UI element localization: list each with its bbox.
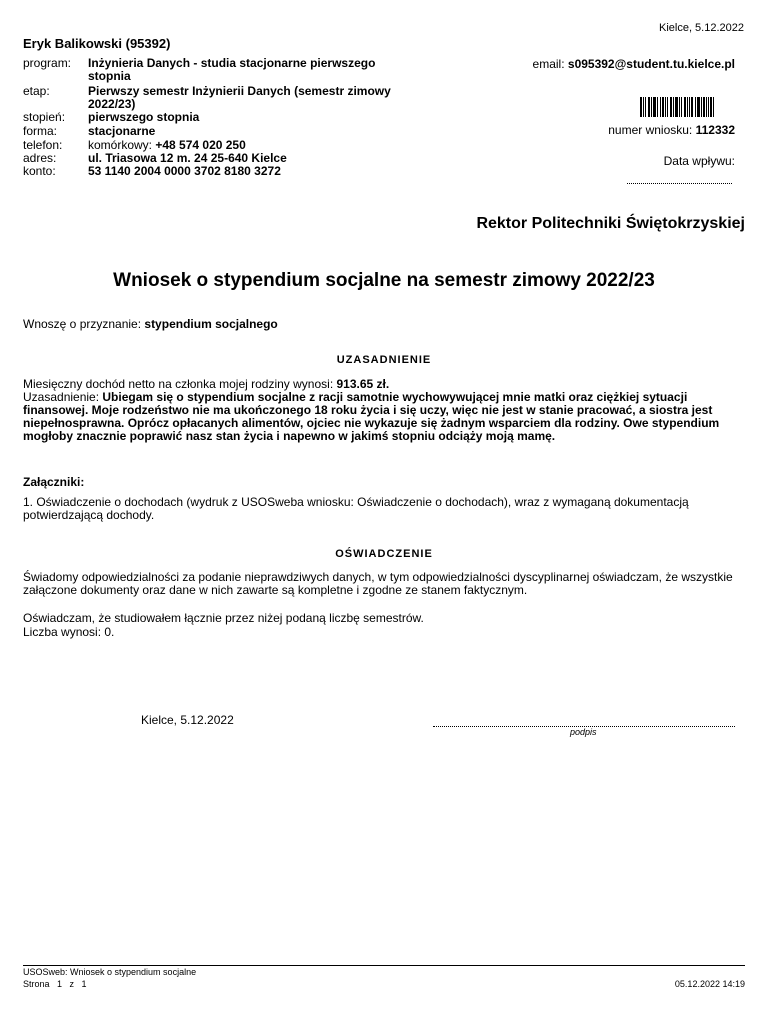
email (533, 57, 735, 71)
barcode-icon (640, 97, 735, 117)
info-label: forma: (23, 124, 58, 138)
declaration-heading: OŚWIADCZENIE (335, 548, 433, 560)
phone-number: +48 574 020 250 (155, 138, 246, 152)
application-number (608, 123, 735, 137)
info-label: stopień: (23, 110, 66, 124)
signature-place-date: Kielce, 5.12.2022 (141, 713, 234, 727)
justification-reason (23, 391, 745, 443)
info-label: telefon: (23, 138, 63, 152)
document-title: Wniosek o stypendium socjalne na semestr zimowy 2022/23 (113, 270, 655, 291)
info-label: program: (23, 56, 72, 70)
request-value: stypendium socjalnego (144, 317, 278, 331)
info-label: adres: (23, 151, 57, 165)
application-number-value: 112332 (695, 123, 735, 137)
date-received-label: Data wpływu: (663, 154, 735, 168)
email-value: s095392@student.tu.kielce.pl (567, 57, 735, 71)
declaration-text: Świadomy odpowiedzialności za podanie nieprawdziwych danych, w tym odpowiedzialności dyscyplinarnej oświadczam, że wszystkie załączone dokumenty oraz dane w nich zawarte są kompletne i zgodne ze stanem faktycznym. (23, 570, 733, 597)
reason-prefix: Uzasadnienie: (23, 390, 103, 404)
reason-text: Ubiegam się o stypendium socjalne z racji samotnie wychowywującej mnie matki oraz ciężkiej sytuacji finansowej. Moje rodzeństwo nie ma ukończonego 18 roku życia i się uczy, więc nie jest w stanie pracować, a siostra jest niepełnosprawna. Oprócz opłacanych alimentów, ojciec nie wykazuje się żadnym wsparciem dla rodziny. Owe stypendium mogłoby znacznie poprawić nasz stan życia i napewno w jakimś stopniu odciąży moją mamę. (23, 390, 720, 443)
income-prefix: Miesięczny dochód netto na członka mojej rodziny wynosi: (23, 377, 337, 391)
email-label: email: (532, 57, 565, 71)
recipient: Rektor Politechniki Świętokrzyskiej (476, 215, 745, 232)
info-value: ul. Triasowa 12 m. 24 25-640 Kielce (88, 151, 287, 165)
request (23, 318, 745, 331)
info-value: stacjonarne (88, 124, 156, 138)
justification-heading: UZASADNIENIE (336, 354, 432, 366)
signature-label: podpis (570, 727, 597, 737)
info-value: Pierwszy semestr Inżynierii Danych (semestr zimowy 2022/23) (88, 84, 391, 111)
info-label: etap: (23, 84, 50, 98)
header-place-date: Kielce, 5.12.2022 (658, 22, 744, 34)
phone-type: komórkowy: (88, 138, 156, 152)
attachments-heading: Załączniki: (23, 475, 85, 489)
info-value: 53 1140 2004 0000 3702 8180 3272 (88, 164, 281, 178)
info-value: Inżynieria Danych - studia stacjonarne pierwszego stopnia (88, 56, 376, 83)
footer-timestamp: 05.12.2022 14:19 (674, 979, 745, 989)
student-name: Eryk Balikowski (95392) (23, 36, 171, 51)
request-prefix: Wnoszę o przyznanie: (23, 317, 145, 331)
footer-page-info: Strona 1 z 1 (23, 979, 87, 989)
info-value: pierwszego stopnia (88, 110, 200, 124)
income-value: 913.65 zł. (336, 377, 390, 391)
semesters-declaration: Oświadczam, że studiowałem łącznie przez niżej podaną liczbę semestrów. (23, 611, 424, 625)
attachment-item: 1. Oświadczenie o dochodach (wydruk z USOSweba wniosku: Oświadczenie o dochodach), wraz z wymaganą dokumentacją potwierdzającą dochody. (23, 495, 689, 522)
footer-app-name: USOSweb: Wniosek o stypendium socjalne (23, 967, 197, 977)
date-received-line (627, 183, 732, 184)
semesters-count: Liczba wynosi: 0. (23, 625, 115, 639)
info-label: konto: (23, 164, 56, 178)
application-number-label: numer wniosku: (608, 123, 693, 137)
footer-divider (23, 965, 745, 966)
